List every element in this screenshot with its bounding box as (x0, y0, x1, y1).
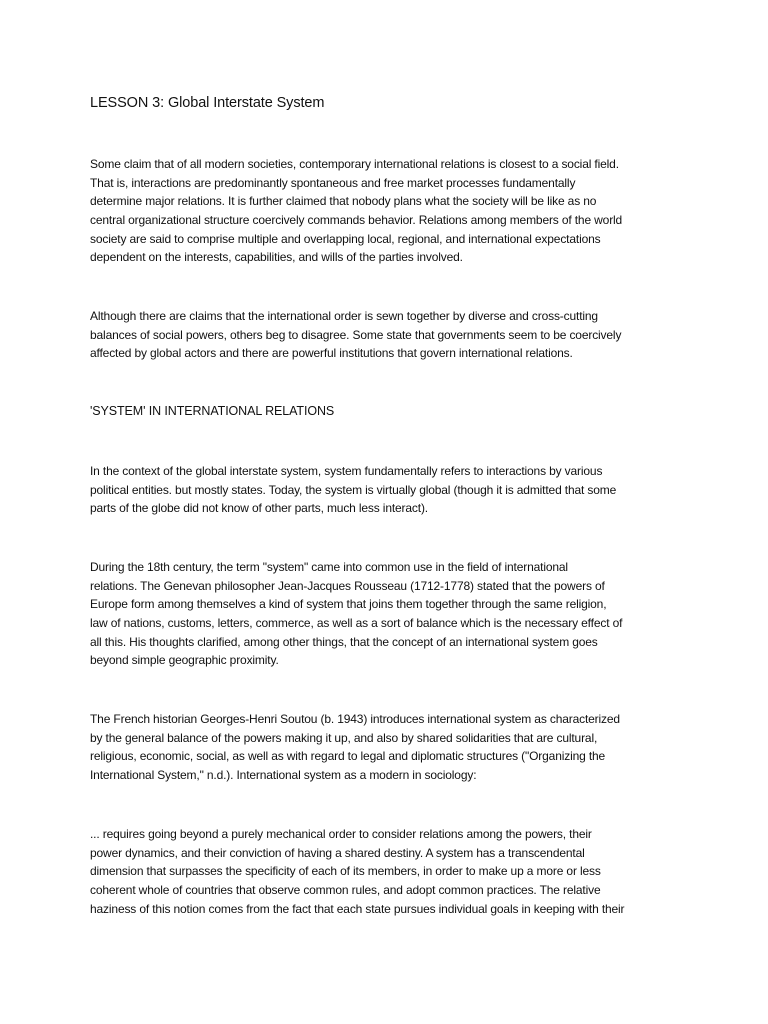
paragraph-line: In the context of the global interstate system, system fundamentally refers to interactions by various (90, 464, 603, 478)
paragraph-line: relations. The Genevan philosopher Jean-Jacques Rousseau (1712-1778) stated that the powers of (90, 578, 605, 593)
paragraph-line: political entities. but mostly states. Today, the system is virtually global (though it is admitted that some (90, 482, 617, 497)
paragraph-line: ... requires going beyond a purely mechanical order to consider relations among the powers, their (90, 827, 592, 841)
paragraph-line: haziness of this notion comes from the fact that each state pursues individual goals in keeping with their (90, 901, 625, 916)
paragraph-soutou (90, 710, 690, 785)
paragraph-line: society are said to comprise multiple and overlapping local, regional, and international expectations (90, 231, 601, 246)
paragraph-line: coherent whole of countries that observe common rules, and adopt common practices. The relative (90, 883, 601, 898)
paragraph-line: During the 18th century, the term "system" came into common use in the field of international (90, 560, 568, 574)
paragraph-line: parts of the globe did not know of other parts, much less interact). (90, 501, 428, 516)
paragraph-social-powers (90, 307, 690, 363)
paragraph-line: International System," n.d.). International system as a modern in sociology: (90, 768, 477, 783)
paragraph-line: affected by global actors and there are powerful institutions that govern international relations. (90, 346, 573, 361)
paragraph-system-context (90, 462, 690, 518)
paragraph-line: Europe form among themselves a kind of system that joins them together through the same religion, (90, 597, 607, 612)
paragraph-line: Some claim that of all modern societies, contemporary international relations is closest to a social field. (90, 157, 619, 171)
paragraph-line: by the general balance of the powers making it up, and also by shared solidarities that are cultural, (90, 730, 598, 745)
paragraph-line: Although there are claims that the international order is sewn together by diverse and cross-cutting (90, 309, 598, 323)
paragraph-line: dependent on the interests, capabilities, and wills of the parties involved. (90, 250, 463, 265)
paragraph-line: beyond simple geographic proximity. (90, 653, 279, 668)
paragraph-line: central organizational structure coercively commands behavior. Relations among members of the world (90, 213, 623, 228)
paragraph-line: The French historian Georges-Henri Soutou (b. 1943) introduces international system as characterized (90, 712, 620, 726)
paragraph-social-field (90, 155, 690, 267)
paragraph-line: That is, interactions are predominantly spontaneous and free market processes fundamentally (90, 175, 576, 190)
paragraph-line: power dynamics, and their conviction of having a shared destiny. A system has a transcendental (90, 845, 585, 860)
paragraph-line: religious, economic, social, as well as with regard to legal and diplomatic structures ("Organizing the (90, 749, 606, 764)
paragraph-line: all this. His thoughts clarified, among other things, that the concept of an international system goes (90, 634, 598, 649)
paragraph-line: law of nations, customs, letters, commerce, as well as a sort of balance which is the necessary effect of (90, 616, 623, 631)
paragraph-quote (90, 825, 690, 918)
paragraph-line: dimension that surpasses the specificity of each of its members, in order to make up a more or less (90, 864, 601, 879)
paragraph-line: determine major relations. It is further claimed that nobody plans what the society will be like as no (90, 194, 597, 209)
paragraph-line: balances of social powers, others beg to disagree. Some state that governments seem to be coercively (90, 327, 622, 342)
paragraph-rousseau (90, 558, 690, 670)
document-title: LESSON 3: Global Interstate System (90, 95, 325, 111)
section-heading: 'SYSTEM' IN INTERNATIONAL RELATIONS (90, 404, 335, 418)
